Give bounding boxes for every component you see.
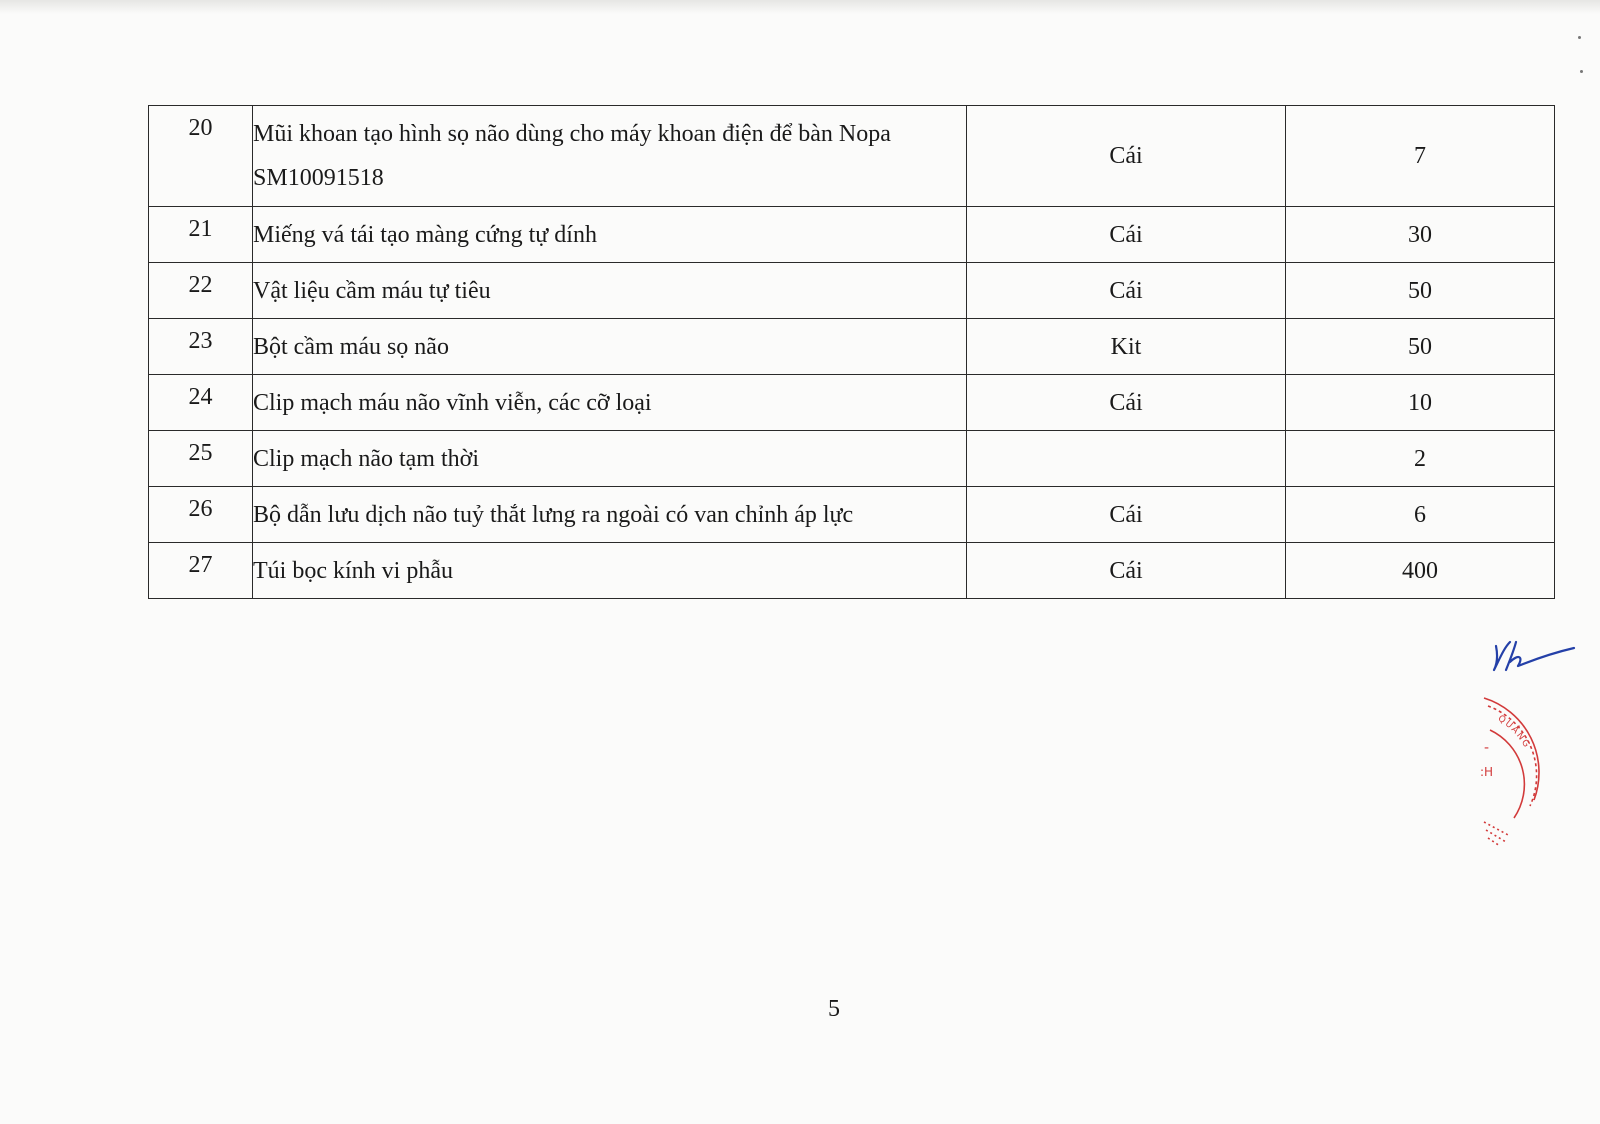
item-unit: Kit bbox=[967, 319, 1286, 375]
item-number: 24 bbox=[149, 375, 253, 431]
item-number: 23 bbox=[149, 319, 253, 375]
stamp-text: QUẢNG bbox=[1495, 713, 1532, 751]
item-number: 22 bbox=[149, 263, 253, 319]
item-quantity: 50 bbox=[1286, 319, 1555, 375]
item-name: Mũi khoan tạo hình sọ não dùng cho máy khoan điện để bàn Nopa SM10091518 bbox=[253, 106, 967, 207]
table-row bbox=[149, 431, 1555, 487]
item-number: 26 bbox=[149, 487, 253, 543]
item-name: Túi bọc kính vi phẫu bbox=[253, 543, 967, 599]
item-unit: Cái bbox=[967, 207, 1286, 263]
item-name: Bộ dẫn lưu dịch não tuỷ thắt lưng ra ngoài có van chỉnh áp lực bbox=[253, 487, 967, 543]
signature-mark bbox=[1488, 636, 1578, 676]
item-quantity: 400 bbox=[1286, 543, 1555, 599]
table-row bbox=[149, 543, 1555, 599]
item-name: Vật liệu cầm máu tự tiêu bbox=[253, 263, 967, 319]
table-row bbox=[149, 375, 1555, 431]
item-quantity: 2 bbox=[1286, 431, 1555, 487]
item-unit: Cái bbox=[967, 543, 1286, 599]
item-number: 25 bbox=[149, 431, 253, 487]
item-quantity: 7 bbox=[1286, 106, 1555, 207]
items-table bbox=[148, 105, 1555, 599]
item-unit bbox=[967, 431, 1286, 487]
table-row bbox=[149, 487, 1555, 543]
item-name: Clip mạch não tạm thời bbox=[253, 431, 967, 487]
scan-speck bbox=[1578, 36, 1581, 39]
item-unit: Cái bbox=[967, 487, 1286, 543]
item-quantity: 50 bbox=[1286, 263, 1555, 319]
table-row bbox=[149, 263, 1555, 319]
item-number: 27 bbox=[149, 543, 253, 599]
stamp-mark: - bbox=[1484, 740, 1490, 756]
item-unit: Cái bbox=[967, 106, 1286, 207]
official-stamp bbox=[1480, 690, 1552, 850]
item-unit: Cái bbox=[967, 375, 1286, 431]
page-number: 5 bbox=[828, 996, 840, 1022]
svg-text:QUẢNG bbox=[1496, 714, 1532, 751]
item-name: Clip mạch máu não vĩnh viễn, các cỡ loại bbox=[253, 375, 967, 431]
table-row bbox=[149, 319, 1555, 375]
item-name: Bột cầm máu sọ não bbox=[253, 319, 967, 375]
item-name: Miếng vá tái tạo màng cứng tự dính bbox=[253, 207, 967, 263]
scan-top-edge bbox=[0, 0, 1600, 14]
scan-speck bbox=[1580, 70, 1583, 73]
item-unit: Cái bbox=[967, 263, 1286, 319]
item-quantity: 30 bbox=[1286, 207, 1555, 263]
table-row bbox=[149, 207, 1555, 263]
item-quantity: 6 bbox=[1286, 487, 1555, 543]
item-quantity: 10 bbox=[1286, 375, 1555, 431]
stamp-mark: :H bbox=[1480, 765, 1494, 779]
item-number: 20 bbox=[149, 106, 253, 207]
table-row bbox=[149, 106, 1555, 207]
item-number: 21 bbox=[149, 207, 253, 263]
